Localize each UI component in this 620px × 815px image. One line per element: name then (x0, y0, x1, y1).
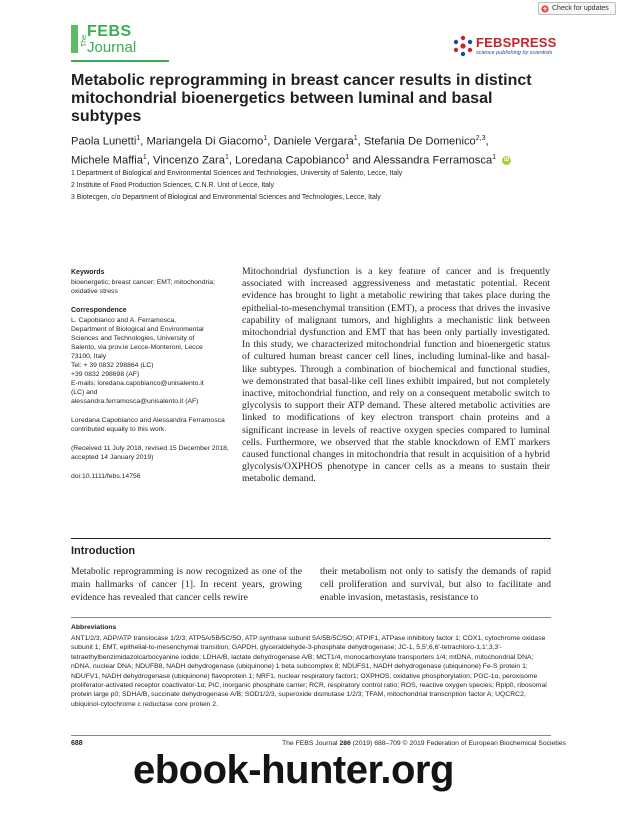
logo-bar (71, 25, 78, 53)
introduction-column-2: their metabolism not only to satisfy the demands of rapid cell proliferation and survival, but also to facilitate and enable invasion, metastasis, resistance to (320, 566, 551, 603)
keywords-text: bioenergetic; breast cancer; EMT; mitochondria; oxidative stress (71, 279, 215, 295)
check-for-updates-label: Check for updates (552, 5, 609, 12)
author-name[interactable]: Paola Lunetti (71, 135, 137, 148)
watermark-text: ebook-hunter.org (133, 748, 454, 792)
correspondence-email[interactable]: E-mails: loredana.capobianco@unisalento.it (71, 380, 204, 387)
author-name[interactable]: Vincenzo Zara (153, 154, 225, 167)
affiliation-line: 2 Institute of Food Production Sciences, C.N.R. Unit of Lecce, Italy (71, 182, 274, 189)
abstract-text: Mitochondrial dysfunction is a key feature of cancer and is frequently associated with increased aggressiveness and metastatic potential. Recent evidence has brought to light a metabolic rewiring that takes place during the epithelial-to-mesenchymal transition (EMT), a process that drives the invasive capability of malignant tumors, and highlights a mechanistic link between mitochondrial dysfunction and EMT that has been only partially investigated. In this study, we characterized mitochondrial function and bioenergetic status of cultured human breast cancer cell lines, including luminal-like and basal-like subtypes. Through a combination of biochemical and functional studies, we demonstrated that basal-like cell lines exhibit impaired, but not completely inactive, mitochondrial function, and rely on a consequent metabolic switch to glycolysis to support their ATP demand. These altered metabolic activities are linked to modifications of key electron transport chain proteins and a significant increase in levels of reactive oxygen species compared to luminal cells. Furthermore, we observed that the stable knockdown of EMT markers caused functional changes in mitochondria that result in acquisition of a hybrid glycolysis/OXPHOS phenotype in cancer cells as a means to sustain their metabolic demand. (242, 266, 550, 485)
abbreviations-text: ANT1/2/3, ADP/ATP translocase 1/2/3; ATP5A/5B/5C/5O, ATP synthase subunit 5A/5B/5C/5O; ATPIF1, ATPase inhibitory factor 1; COX1, cytochrome oxidase subunit 1; EMT, epithelial-to-mesenchymal transition; GAPDH, glyceraldehyde-3-phosphate dehydrogenase; JC-1, 5,5′,6,6′-tetrachloro-1,1′,3,3′-tetraethylbenzimidazolcarbocyanine iodide; LDHA/B, lactate dehydrogenase A/B; MCT1/4, monocarboxylate transporters 1/4; mtDNA, mitochondrial DNA; nDNA, nuclear DNA; NDUFB8, NADH dehydrogenase (ubiquinone) 1 beta subcomplex 8; NDUFS1, NADH dehydrogenase (ubiquinone) Fe-S protein 1; NDUFV1, NADH dehydrogenase (ubiquinone) flavoprotein 1; NRF1, nuclear respiratory factor1; OXPHOS, oxidative phosphorylation; PGC-1α, peroxisome proliferator-activated receptor coactivator-1α; PiC, inorganic phosphate carrier; RCR, respiratory control ratio; ROS, reactive oxygen species; Rplp0, ribosomal protein large p0; SDHA/B, succinate dehydrogenase A/B; SOD1/2/3, superoxide dismutase 1/2/3; TFAM, mitochondrial transcription factor A; UQCRC2, ubiquinol-cytochrome c reductase core protein 2. (71, 635, 547, 708)
author-affiliation: 2,3 (475, 135, 486, 142)
correspondence-line: Sciences and Technologies, University of (71, 335, 195, 342)
logo-underline (71, 60, 169, 62)
correspondence-line: L. Capobianco and A. Ferramosca, (71, 317, 177, 324)
correspondence-phone: Tel: + 39 0832 298864 (LC) (71, 362, 154, 369)
correspondence-phone: +39 0832 298698 (AF) (71, 371, 140, 378)
correspondence-email[interactable]: alessandra.ferramosca@unisalento.it (AF) (71, 398, 199, 405)
affiliation-line: 1 Department of Biological and Environmental Sciences and Technologies, University of Salento, Lecce, Italy (71, 170, 403, 177)
affiliation-line: 3 Biotecgen, c/o Department of Biological and Environmental Sciences and Technologies, Lecce, Italy (71, 194, 381, 201)
author-name[interactable]: Stefania De Domenico (363, 135, 476, 148)
introduction-column-1: Metabolic reprogramming is now recognized as one of the main hallmarks of cancer [1]. In recent years, growing evidence has revealed that cancer cells rewire (71, 566, 302, 603)
introduction-heading: Introduction (71, 545, 136, 557)
author-affiliation: 1 (492, 153, 497, 161)
correspondence-heading: Correspondence (71, 307, 127, 314)
author-affiliation: 1 (224, 153, 229, 161)
author-name[interactable]: Mariangela Di Giacomo (146, 135, 264, 148)
author-affiliation: 1 (142, 153, 147, 161)
logo-the: The (81, 34, 88, 47)
received-dates: (Received 11 July 2018, revised 15 December 2018, accepted 14 January 2019) (71, 445, 229, 461)
abbreviations-heading: Abbreviations (71, 624, 117, 631)
article-title: Metabolic reprogramming in breast cancer results in distinct mitochondrial bioenergetics between luminal and basal subtypes (71, 72, 532, 125)
footer-citation-rest: (2019) 688–709 © 2019 Federation of European Biochemical Societies (352, 740, 566, 747)
correspondence-line: (LC) and (71, 389, 98, 396)
footer-volume: 286 (339, 740, 351, 747)
equal-contribution-note: Loredana Capobianco and Alessandra Ferramosca contributed equally to this work. (71, 417, 225, 433)
orcid-icon[interactable]: iD (503, 157, 510, 164)
section-rule (71, 538, 551, 539)
article-sidebar (71, 268, 233, 481)
author-name[interactable]: Daniele Vergara (273, 135, 354, 148)
press-dots-icon (452, 35, 474, 57)
footer-journal: The FEBS Journal (282, 740, 338, 747)
logo-journal: Journal (87, 39, 137, 56)
correspondence-line: 73100, Italy (71, 353, 107, 360)
correspondence-line: Department of Biological and Environmental (71, 326, 204, 333)
author-name[interactable]: Michele Maffia (71, 154, 143, 167)
author-name[interactable]: Loredana Capobianco (235, 154, 346, 167)
febs-press-logo (452, 33, 570, 63)
author-list: Paola Lunetti$^1$, Mariangela Di Giacomo$^1$, Daniele Vergara$^1$, Stefania De Domenico$^{2,3}$, Michele Maffia$^1$, Vincenzo Zara$^1$, Loredana Capobianco$^1$ and Alessandra Ferramosca$^1$ iD (71, 135, 510, 167)
press-tagline: science publishing by scientists (476, 50, 553, 56)
footer-citation (282, 740, 566, 747)
author-affiliation: 1 (345, 153, 350, 161)
author-affiliation: 1 (353, 135, 358, 142)
febs-journal-logo (71, 23, 169, 67)
check-for-updates-button[interactable] (538, 2, 616, 15)
update-icon (541, 5, 549, 13)
doi-link[interactable]: doi:10.1111/febs.14756 (71, 473, 141, 480)
affiliations (71, 168, 551, 204)
footer-rule (71, 735, 551, 736)
page-number: 688 (71, 740, 83, 747)
press-name: FEBSPRESS (476, 35, 557, 50)
and-word: and (352, 154, 371, 167)
correspondence-line: Salento, via prov.le Lecce-Monteroni, Lecce (71, 344, 203, 351)
author-name[interactable]: Alessandra Ferramosca (373, 154, 493, 167)
author-affiliation: 1 (263, 135, 268, 142)
abbreviations-rule (71, 617, 551, 618)
author-affiliation: 1 (136, 135, 141, 142)
keywords-heading: Keywords (71, 269, 105, 276)
logo-name: FEBS (87, 23, 132, 40)
